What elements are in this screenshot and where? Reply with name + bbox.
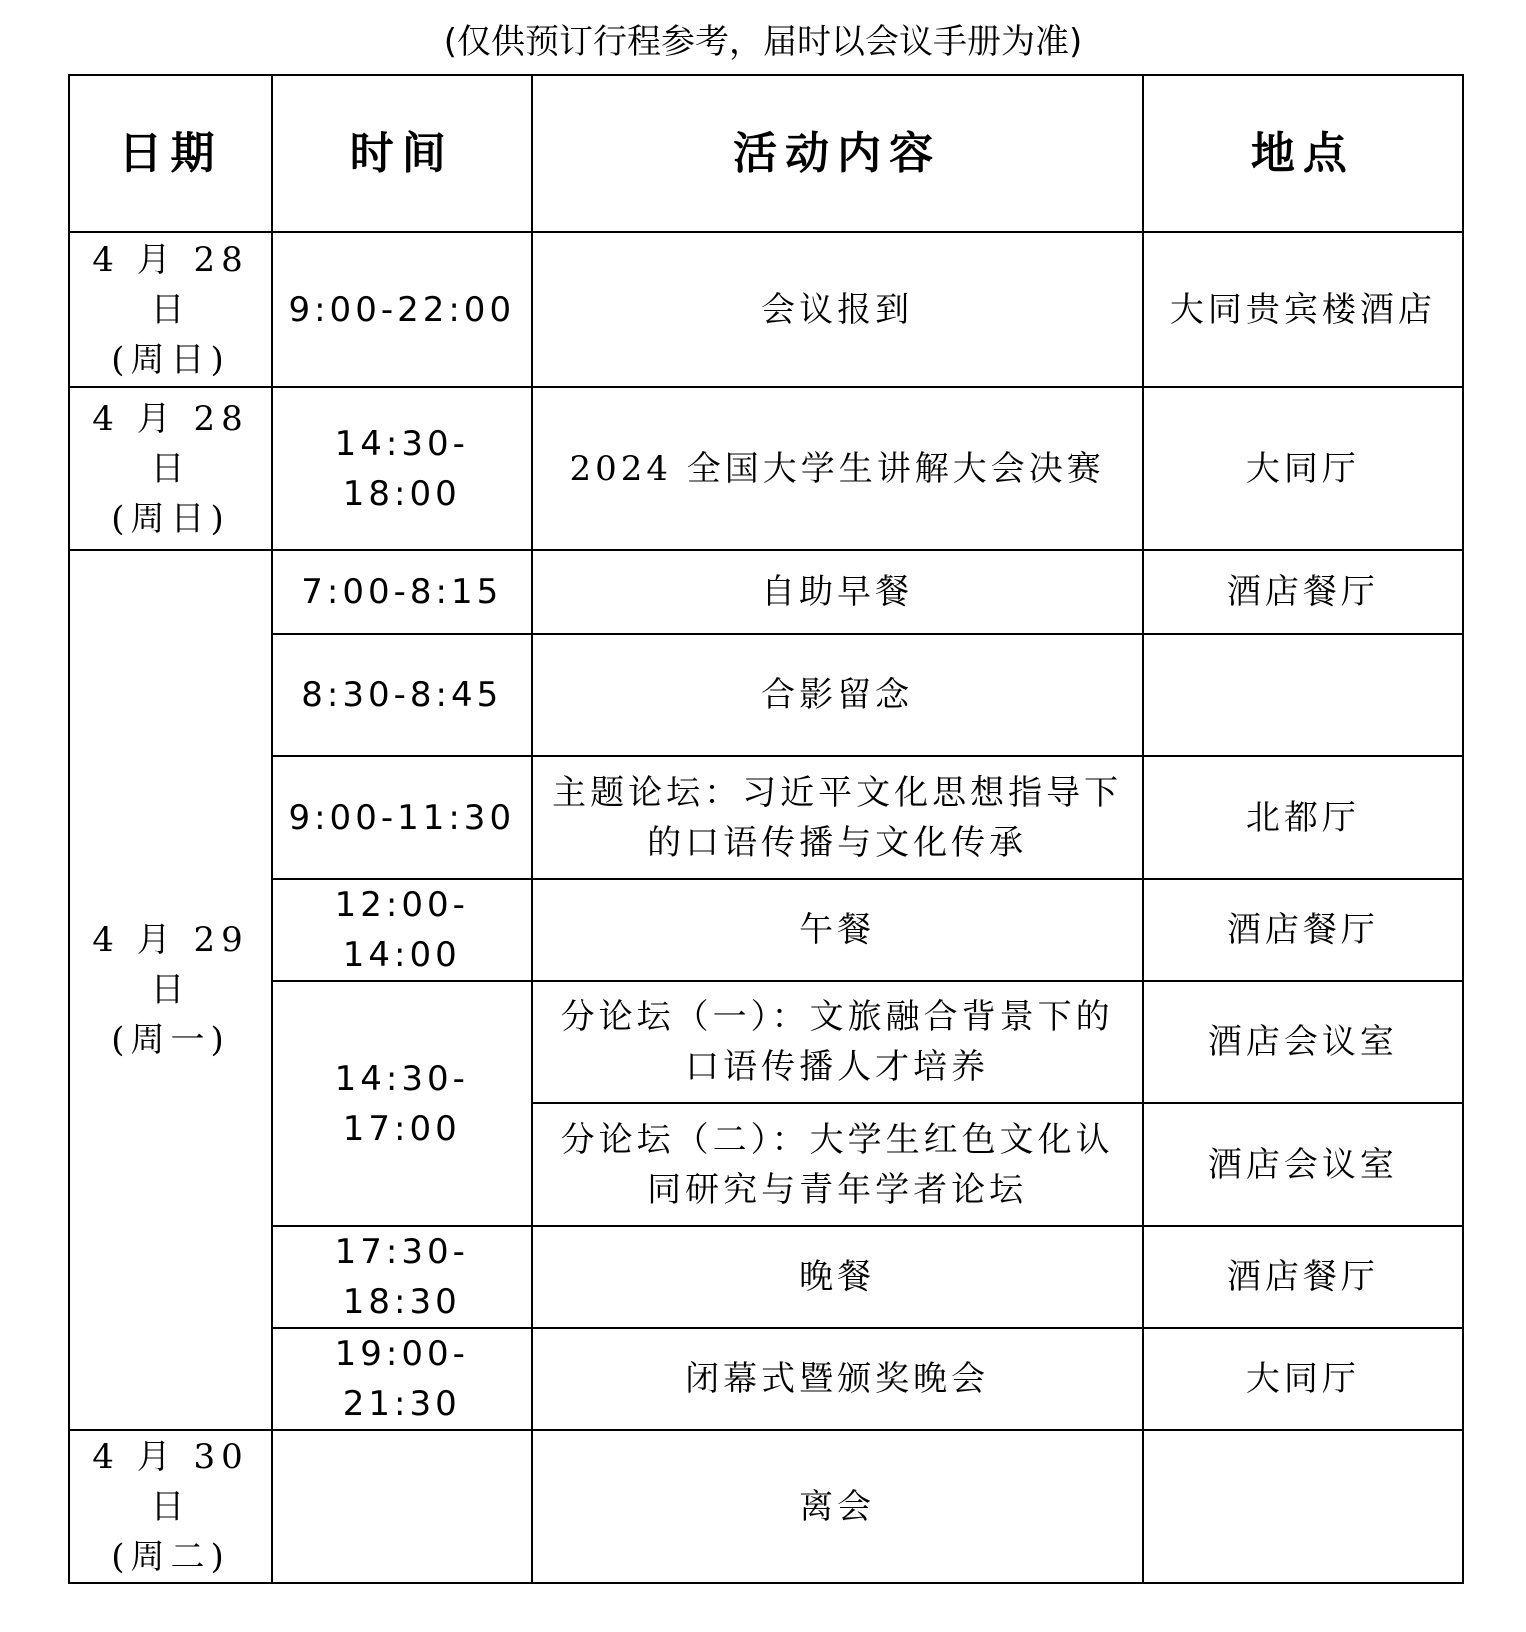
time-cell: 7:00-8:15: [272, 550, 532, 634]
time-cell: 14:30-17:00: [272, 981, 532, 1226]
table-row: [69, 981, 1463, 1103]
table-row: [69, 1328, 1463, 1430]
activity-cell: 闭幕式暨颁奖晚会: [532, 1328, 1143, 1430]
activity-cell: 分论坛（二）：大学生红色文化认同研究与青年学者论坛: [532, 1103, 1143, 1226]
date-cell: [69, 232, 272, 387]
location-cell: 北都厅: [1143, 756, 1463, 879]
location-cell: [1143, 634, 1463, 756]
time-cell: 12:00-14:00: [272, 879, 532, 981]
time-cell: 9:00-22:00: [272, 232, 532, 387]
activity-cell: 合影留念: [532, 634, 1143, 756]
header-date: 日期: [69, 75, 272, 232]
activity-cell: 会议报到: [532, 232, 1143, 387]
time-cell: 9:00-11:30: [272, 756, 532, 879]
location-cell: [1143, 1430, 1463, 1583]
date-text: 4 月 29 日: [92, 920, 249, 1010]
header-row: [69, 75, 1463, 232]
header-time: 时间: [272, 75, 532, 232]
date-text: 4 月 28 日: [92, 398, 249, 489]
activity-cell: 自助早餐: [532, 550, 1143, 634]
table-row: [69, 232, 1463, 387]
header-location: 地点: [1143, 75, 1463, 232]
date-text: 4 月 28 日: [92, 239, 249, 330]
location-cell: 酒店餐厅: [1143, 1226, 1463, 1328]
time-cell: 19:00-21:30: [272, 1328, 532, 1430]
header-activity: 活动内容: [532, 75, 1143, 232]
weekday-text: (周日): [111, 498, 230, 539]
time-cell: 14:30-18:00: [272, 387, 532, 550]
activity-cell: 午餐: [532, 879, 1143, 981]
date-text: 4 月 30 日: [92, 1436, 249, 1527]
date-cell: [69, 550, 272, 1430]
table-row: [69, 634, 1463, 756]
weekday-text: (周二): [111, 1536, 230, 1577]
weekday-text: (周日): [111, 339, 230, 380]
table-row: [69, 550, 1463, 634]
table-row: [69, 756, 1463, 879]
activity-cell: 2024 全国大学生讲解大会决赛: [532, 387, 1143, 550]
location-cell: 大同厅: [1143, 1328, 1463, 1430]
schedule-note: (仅供预订行程参考，届时以会议手册为准): [443, 22, 1083, 62]
location-cell: 酒店会议室: [1143, 1103, 1463, 1226]
activity-cell: 晚餐: [532, 1226, 1143, 1328]
time-cell: 8:30-8:45: [272, 634, 532, 756]
activity-cell: 离会: [532, 1430, 1143, 1583]
time-cell: [272, 1430, 532, 1583]
weekday-text: (周一): [111, 1020, 230, 1060]
activity-cell: 分论坛（一）：文旅融合背景下的口语传播人才培养: [532, 981, 1143, 1103]
table-row: [69, 879, 1463, 981]
date-cell: [69, 1430, 272, 1583]
location-cell: 酒店餐厅: [1143, 879, 1463, 981]
schedule-table: [68, 74, 1464, 1584]
location-cell: 酒店会议室: [1143, 981, 1463, 1103]
activity-cell: 主题论坛：习近平文化思想指导下的口语传播与文化传承: [532, 756, 1143, 879]
location-cell: 大同厅: [1143, 387, 1463, 550]
location-cell: 大同贵宾楼酒店: [1143, 232, 1463, 387]
date-cell: [69, 387, 272, 550]
table-row: [69, 1430, 1463, 1583]
time-cell: 17:30-18:30: [272, 1226, 532, 1328]
table-row: [69, 1226, 1463, 1328]
location-cell: 酒店餐厅: [1143, 550, 1463, 634]
table-row: [69, 387, 1463, 550]
